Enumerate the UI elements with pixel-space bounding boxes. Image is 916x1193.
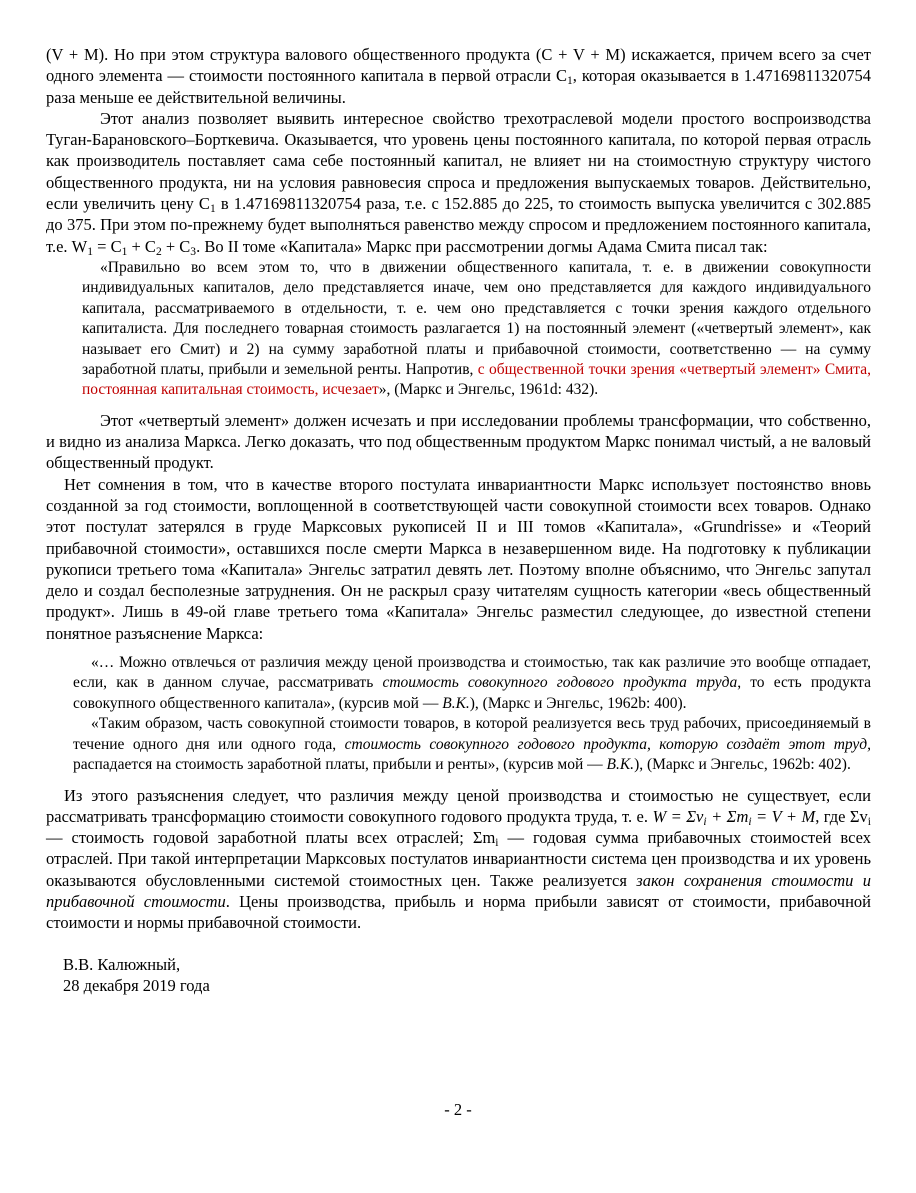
quote-block-1 xyxy=(46,258,871,401)
paragraph-1 xyxy=(46,44,871,108)
subscript: 3 xyxy=(190,245,197,258)
text-run: — годовая сумма прибавочных стоимостей всех отраслей. При такой интерпретации Марксовых постулатов инвариантности система цен производства и их уровень оказываются обусловленными системой стоимостных цен. Также реализуется xyxy=(46,828,871,890)
signature-author: В.В. Калюжный, xyxy=(63,954,181,974)
italic-text: В.К. xyxy=(442,694,470,712)
subscript: 1 xyxy=(121,245,128,258)
highlighted-text: с общественной точки зрения «четвертый элемент» Смита, постоянная капитальная стоимость, исчезает xyxy=(82,361,871,399)
page-number: - 2 - xyxy=(444,1100,472,1119)
text-run: «… Можно отвлечься от различия между ценой производства и стоимостью, так как различие это вообще отпадает, если, как в данном случае, рассматривать xyxy=(73,654,871,692)
subscript: 1 xyxy=(566,75,573,88)
subscript: i xyxy=(748,815,752,828)
subscript: 2 xyxy=(155,245,162,258)
text-run: + C xyxy=(161,236,191,256)
signature-date: 28 декабря 2019 года xyxy=(63,975,210,995)
text-run: , то есть продукта совокупного общественного капитала», (курсив мой — xyxy=(73,674,872,712)
text-run: Этот анализ позволяет выявить интересное свойство трехотраслевой модели простого воспроизводства Туган-Барановского–Борткевича. Оказывается, что уровень цены постоянного капитала, по которой первая отрасль как производитель поставляет сама себе постоянный капитал, не влияет ни на стоимостную структуру чистого общественного продукта, ни на условия равновесия спроса и предложения выпускаемых товаров. Действительно, если увеличить цену C xyxy=(46,108,871,214)
italic-text: стоимость совокупного годового продукта, которую создаёт этот труд, xyxy=(344,735,871,753)
formula-part: + Σm xyxy=(706,806,749,826)
paragraph-5 xyxy=(46,785,871,934)
text-run: «Правильно во всем этом то, что в движении общественного капитала, т. е. в движении совокупности индивидуальных капиталов, дело представляется иначе, чем оно представляется для каждого индивидуального капитала, рассматриваемого в отдельности, т. е. чем оно представляется с точки зрения каждого отдельного капиталиста. Для последнего товарная стоимость разлагается 1) на постоянный элемент («четвертый элемент», как называет его Смит) и 2) на сумму заработной платы и прибавочной стоимости, соответственно — на сумму заработной платы, прибыли и земельной ренты. Напротив, xyxy=(82,258,871,378)
text-run: . Во II томе «Капитала» Маркс при рассмотрении догмы Адама Смита писал так: xyxy=(196,236,768,256)
text-run: ), (Маркс и Энгельс, 1962b: 400). xyxy=(469,694,687,712)
subscript: i xyxy=(703,815,707,828)
italic-text: В.К. xyxy=(606,756,635,774)
subscript: i xyxy=(867,815,871,828)
text-run: = C xyxy=(93,236,122,256)
formula-part: = V + M xyxy=(751,806,816,826)
text-run: ), (Маркс и Энгельс, 1962b: 402). xyxy=(634,756,851,774)
text-run: Из этого разъяснения следует, что различия между ценой производства и стоимостью не существует, если рассматривать трансформацию стоимости совокупного годового продукта труда, т. е. xyxy=(46,785,871,826)
text-run: . Цены производства, прибыль и норма прибыли зависят от стоимости, прибавочной стоимости и нормы прибавочной стоимости. xyxy=(46,892,872,933)
formula-part: W = Σv xyxy=(652,806,704,826)
text-run: », (Маркс и Энгельс, 1961d: 432). xyxy=(378,381,599,399)
subscript: i xyxy=(495,837,499,850)
text-run: в 1.47169811320754 раза, т.е. с 152.885 до 225, то стоимость выпуска увеличится с 302.885 до 375. При этом по-прежнему будет выполняться равенство между спросом и предложением постоянного капитала, т.е. W xyxy=(46,194,871,256)
text-run: (V + M). Но при этом структура валового общественного продукта (C + V + M) искажается, причем всего за счет одного элемента — стоимости постоянного капитала в первой отрасли C xyxy=(46,45,871,86)
quote-block-3 xyxy=(46,714,871,775)
text-run: + C xyxy=(127,236,156,256)
quote-block-2 xyxy=(46,653,871,714)
subscript: 1 xyxy=(87,245,94,258)
paragraph-4: Нет сомнения в том, что в качестве второго постулата инвариантности Маркс использует постоянство вновь созданной за год стоимости, воплощенной в соответствующей части совокупной стоимости всех товаров. Однако этот постулат затерялся в груде Марксовых рукописей II и III томов «Капитала», «Grundrisse» и «Теорий прибавочной стоимости», оставшихся после смерти Маркса в незавершенном виде. На подготовку к публикации рукописи третьего тома «Капитала» Энгельс затратил девять лет. Поэтому вполне объяснимо, что Энгельс запутал дело и создал бесполезные затруднения. Он не раскрыл сразу читателям сущность категории «весь общественный продукт». Лишь в 49-ой главе третьего тома «Капитала» Энгельс разместил следующее, до известной степени понятное разъяснение Маркса: xyxy=(46,474,871,643)
text-run: — стоимость годовой заработной платы всех отраслей; Σm xyxy=(46,828,496,848)
italic-text: стоимость совокупного годового продукта труда xyxy=(382,674,738,692)
paragraph-3: Этот «четвертый элемент» должен исчезать и при исследовании проблемы трансформации, что собственно, и видно из анализа Маркса. Легко доказать, что под общественным продуктом Маркс понимал чистый, а не валовый общественный продукт. xyxy=(46,410,871,473)
text-run: распадается на стоимость заработной платы, прибыли и ренты», (курсив мой — xyxy=(73,756,607,774)
subscript: 1 xyxy=(209,203,216,216)
italic-text: закон сохранения стоимости и прибавочной стоимости xyxy=(46,870,871,911)
formula xyxy=(652,807,815,826)
text-run: «Таким образом, часть совокупной стоимости товаров, в которой реализуется весь труд рабочих, присоединяемый в течение одного дня или одного года, xyxy=(73,715,871,753)
text-run: , где Σv xyxy=(815,806,868,826)
paragraph-2 xyxy=(46,108,871,257)
document-page xyxy=(46,44,871,996)
text-run: , которая оказывается в 1.47169811320754 раза меньше ее действительной величины. xyxy=(46,66,871,107)
